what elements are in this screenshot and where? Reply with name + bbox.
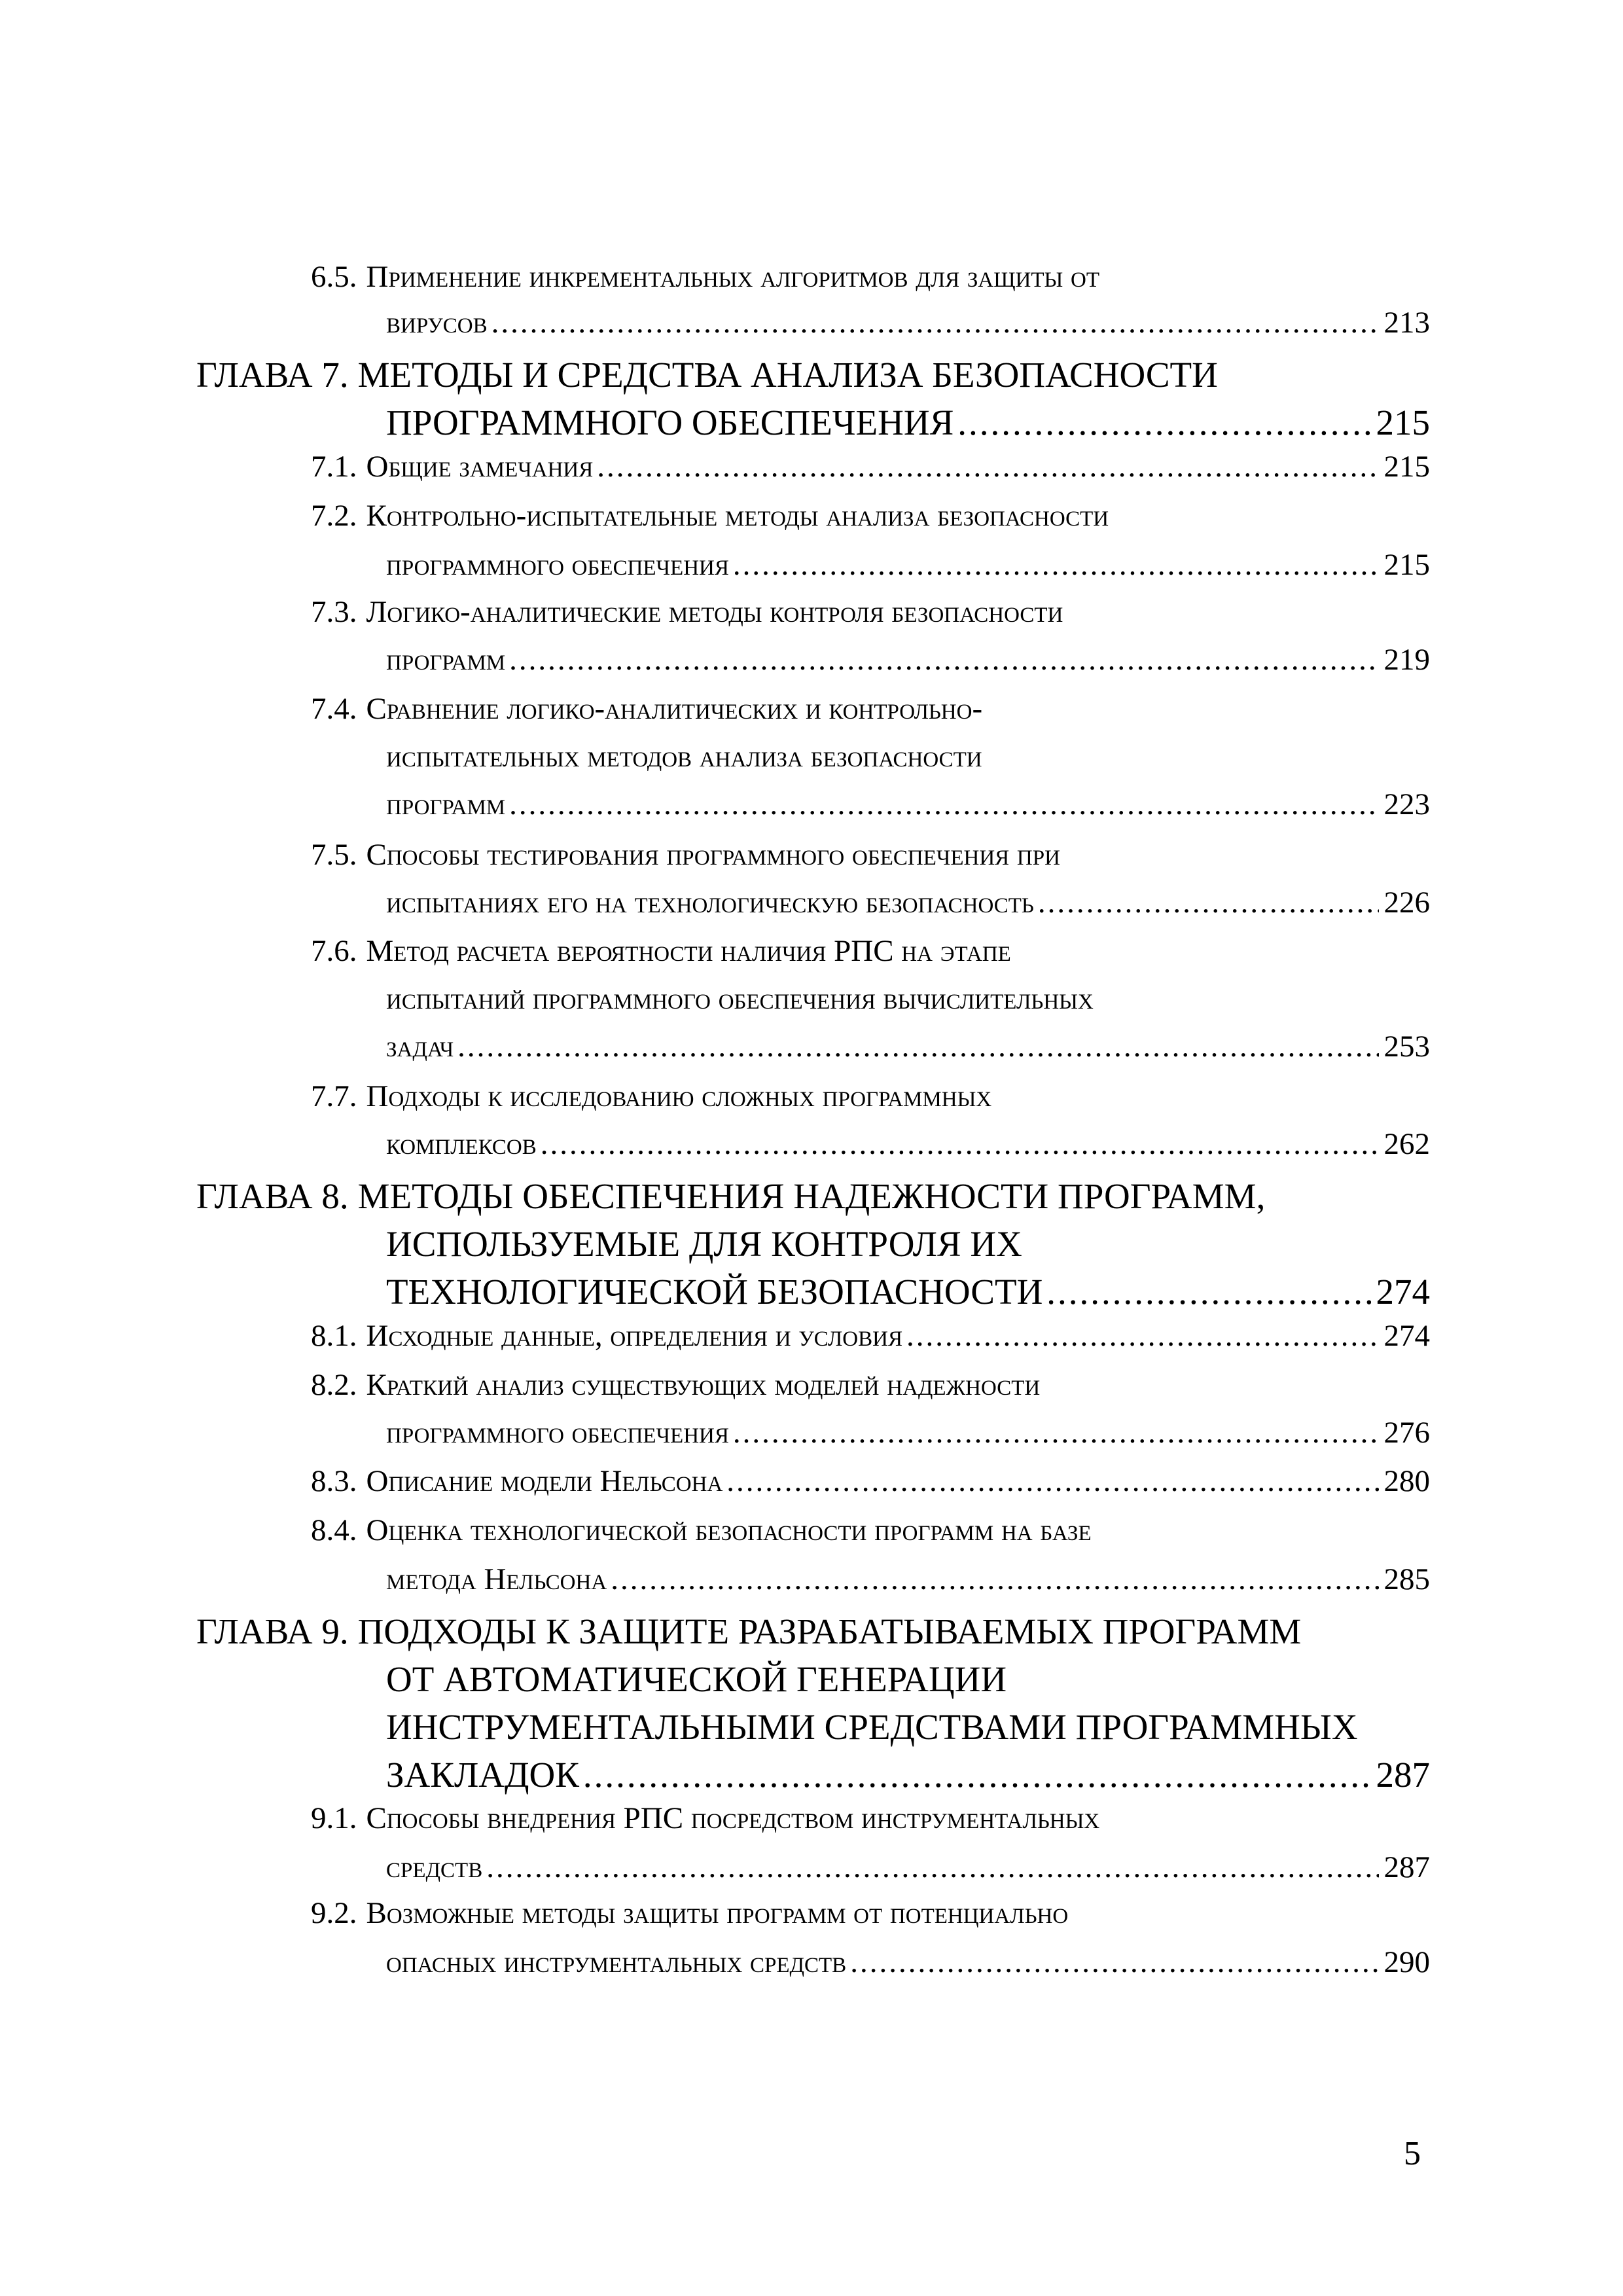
section-number: 7.6. — [311, 934, 357, 968]
toc-section-line — [386, 1031, 1430, 1062]
dot-leader — [1046, 1274, 1370, 1310]
chapter-title: ИСПОЛЬЗУЕМЫЕ ДЛЯ КОНТРОЛЯ ИХ — [386, 1224, 1022, 1264]
toc-section-line — [311, 1081, 991, 1112]
toc-section-line — [311, 694, 982, 725]
section-number: 7.5. — [311, 838, 357, 872]
toc-page-number: 215 — [1383, 450, 1430, 484]
chapter-number: ГЛАВА 8. — [196, 1176, 349, 1216]
section-title: Краткий анализ существующих моделей надежности — [366, 1368, 1041, 1402]
section-number: 7.3. — [311, 595, 357, 629]
toc-section-line — [311, 1803, 1099, 1834]
dot-leader — [583, 1757, 1371, 1793]
toc-section-line — [386, 789, 1430, 820]
toc-page-number: 274 — [1383, 1319, 1430, 1353]
section-title: средств — [386, 1850, 483, 1884]
toc-chapter-line — [196, 1178, 1265, 1214]
toc-page-number: 215 — [1376, 403, 1430, 442]
toc-chapter-line — [386, 1274, 1430, 1310]
toc-section-line — [311, 452, 1430, 482]
toc-chapter-line — [196, 1613, 1301, 1649]
toc-section-line — [386, 308, 1430, 338]
dot-leader — [486, 1852, 1378, 1883]
toc-section-line — [311, 1466, 1430, 1497]
toc-page-number: 287 — [1376, 1755, 1430, 1795]
dot-leader — [733, 1418, 1379, 1448]
toc-section-line — [311, 501, 1109, 531]
chapter-title: ПОДХОДЫ К ЗАЩИТЕ РАЗРАБАТЫВАЕМЫХ ПРОГРАММ — [357, 1611, 1302, 1651]
section-number: 7.4. — [311, 692, 357, 726]
toc-section-line — [311, 1370, 1040, 1401]
toc-section-line — [386, 984, 1094, 1014]
dot-leader — [733, 550, 1379, 581]
section-title: программного обеспечения — [386, 548, 729, 582]
section-number: 8.4. — [311, 1513, 357, 1547]
section-title: испытательных методов анализа безопасности — [386, 740, 982, 774]
section-title: Способы внедрения РПС посредством инструментальных — [366, 1801, 1100, 1835]
chapter-number: ГЛАВА 9. — [196, 1611, 349, 1651]
toc-page-number: 280 — [1383, 1464, 1430, 1498]
section-title: Сравнение логико-аналитических и контрольно- — [366, 692, 983, 726]
section-number: 9.2. — [311, 1896, 357, 1930]
toc-page-number: 253 — [1383, 1030, 1430, 1064]
toc-chapter-line — [386, 1709, 1358, 1745]
toc-section-line — [311, 262, 1099, 293]
dot-leader — [541, 1129, 1379, 1160]
toc-page-number: 215 — [1383, 548, 1430, 582]
toc-page-number: 290 — [1383, 1945, 1430, 1979]
section-title: Возможные методы защиты программ от потенциально — [366, 1896, 1069, 1930]
dot-leader — [611, 1564, 1378, 1595]
section-title: Оценка технологической безопасности программ на базе — [366, 1513, 1092, 1547]
dot-leader — [491, 308, 1379, 338]
dot-leader — [1038, 888, 1379, 918]
toc-page-number: 274 — [1376, 1272, 1430, 1312]
dot-leader — [509, 789, 1378, 820]
section-title: метода Нельсона — [386, 1562, 607, 1596]
section-title: Метод расчета вероятности наличия РПС на этапе — [366, 934, 1011, 968]
chapter-title: ОТ АВТОМАТИЧЕСКОЙ ГЕНЕРАЦИИ — [386, 1659, 1007, 1699]
chapter-title: ЗАКЛАДОК — [386, 1755, 579, 1795]
section-title: Исходные данные, определения и условия — [366, 1319, 902, 1353]
section-title: вирусов — [386, 306, 488, 340]
toc-section-line — [386, 1418, 1430, 1448]
section-title: комплексов — [386, 1127, 537, 1161]
toc-chapter-line — [386, 1226, 1022, 1262]
toc-section-line — [311, 597, 1063, 628]
toc-chapter-line — [386, 1757, 1430, 1793]
chapter-title: МЕТОДЫ ОБЕСПЕЧЕНИЯ НАДЕЖНОСТИ ПРОГРАММ, — [357, 1176, 1266, 1216]
section-title: испытаниях его на технологическую безопасность — [386, 886, 1034, 920]
section-title: опасных инструментальных средств — [386, 1945, 847, 1979]
toc-section-line — [311, 1321, 1430, 1352]
dot-leader — [906, 1321, 1379, 1352]
dot-leader — [850, 1947, 1378, 1978]
toc-section-line — [386, 888, 1430, 918]
section-title: Общие замечания — [366, 450, 594, 484]
toc-section-line — [311, 936, 1011, 967]
section-title: программ — [386, 643, 506, 677]
toc-section-line — [386, 1947, 1430, 1978]
section-number: 7.2. — [311, 499, 357, 533]
toc-section-line — [386, 1129, 1430, 1160]
toc-section-line — [311, 840, 1060, 870]
section-title: испытаний программного обеспечения вычислительных — [386, 982, 1094, 1016]
toc-section-line — [311, 1515, 1092, 1546]
toc-chapter-line — [386, 1661, 1007, 1697]
toc-page-number: 262 — [1383, 1127, 1430, 1161]
toc-chapter-line — [196, 357, 1218, 393]
section-title: Описание модели Нельсона — [366, 1464, 723, 1498]
toc-page-number: 223 — [1383, 787, 1430, 821]
chapter-title: ПРОГРАММНОГО ОБЕСПЕЧЕНИЯ — [386, 403, 954, 442]
toc-page-number: 276 — [1383, 1416, 1430, 1450]
dot-leader — [957, 404, 1370, 440]
page-number: 5 — [1404, 2135, 1421, 2172]
section-number: 8.3. — [311, 1464, 357, 1498]
dot-leader — [726, 1466, 1378, 1497]
section-number: 6.5. — [311, 260, 357, 294]
section-title: Способы тестирования программного обеспечения при — [366, 838, 1060, 872]
toc-section-line — [386, 645, 1430, 675]
toc-section-line — [386, 1852, 1430, 1883]
toc-page-number: 213 — [1383, 306, 1430, 340]
section-number: 9.1. — [311, 1801, 357, 1835]
section-number: 7.1. — [311, 450, 357, 484]
toc-page-number: 285 — [1383, 1562, 1430, 1596]
section-title: задач — [386, 1030, 454, 1064]
section-number: 8.2. — [311, 1368, 357, 1402]
dot-leader — [597, 452, 1378, 482]
toc-page-number: 287 — [1383, 1850, 1430, 1884]
dot-leader — [457, 1031, 1378, 1062]
section-title: Подходы к исследованию сложных программных — [366, 1079, 992, 1113]
section-title: Применение инкрементальных алгоритмов для защиты от — [366, 260, 1100, 294]
chapter-title: ТЕХНОЛОГИЧЕСКОЙ БЕЗОПАСНОСТИ — [386, 1272, 1043, 1312]
chapter-number: ГЛАВА 7. — [196, 355, 349, 395]
section-title: Контрольно-испытательные методы анализа безопасности — [366, 499, 1109, 533]
section-title: программ — [386, 787, 506, 821]
toc-page-number: 226 — [1383, 886, 1430, 920]
chapter-title: ИНСТРУМЕНТАЛЬНЫМИ СРЕДСТВАМИ ПРОГРАММНЫХ — [386, 1707, 1358, 1747]
section-title: Логико-аналитические методы контроля безопасности — [366, 595, 1063, 629]
section-number: 8.1. — [311, 1319, 357, 1353]
section-number: 7.7. — [311, 1079, 357, 1113]
section-title: программного обеспечения — [386, 1416, 729, 1450]
toc-section-line — [311, 1898, 1068, 1929]
toc-section-line — [386, 550, 1430, 581]
toc-chapter-line — [386, 404, 1430, 440]
toc-page-number: 219 — [1383, 643, 1430, 677]
toc-section-line — [386, 742, 982, 772]
dot-leader — [509, 645, 1378, 675]
toc-section-line — [386, 1564, 1430, 1595]
chapter-title: МЕТОДЫ И СРЕДСТВА АНАЛИЗА БЕЗОПАСНОСТИ — [357, 355, 1218, 395]
